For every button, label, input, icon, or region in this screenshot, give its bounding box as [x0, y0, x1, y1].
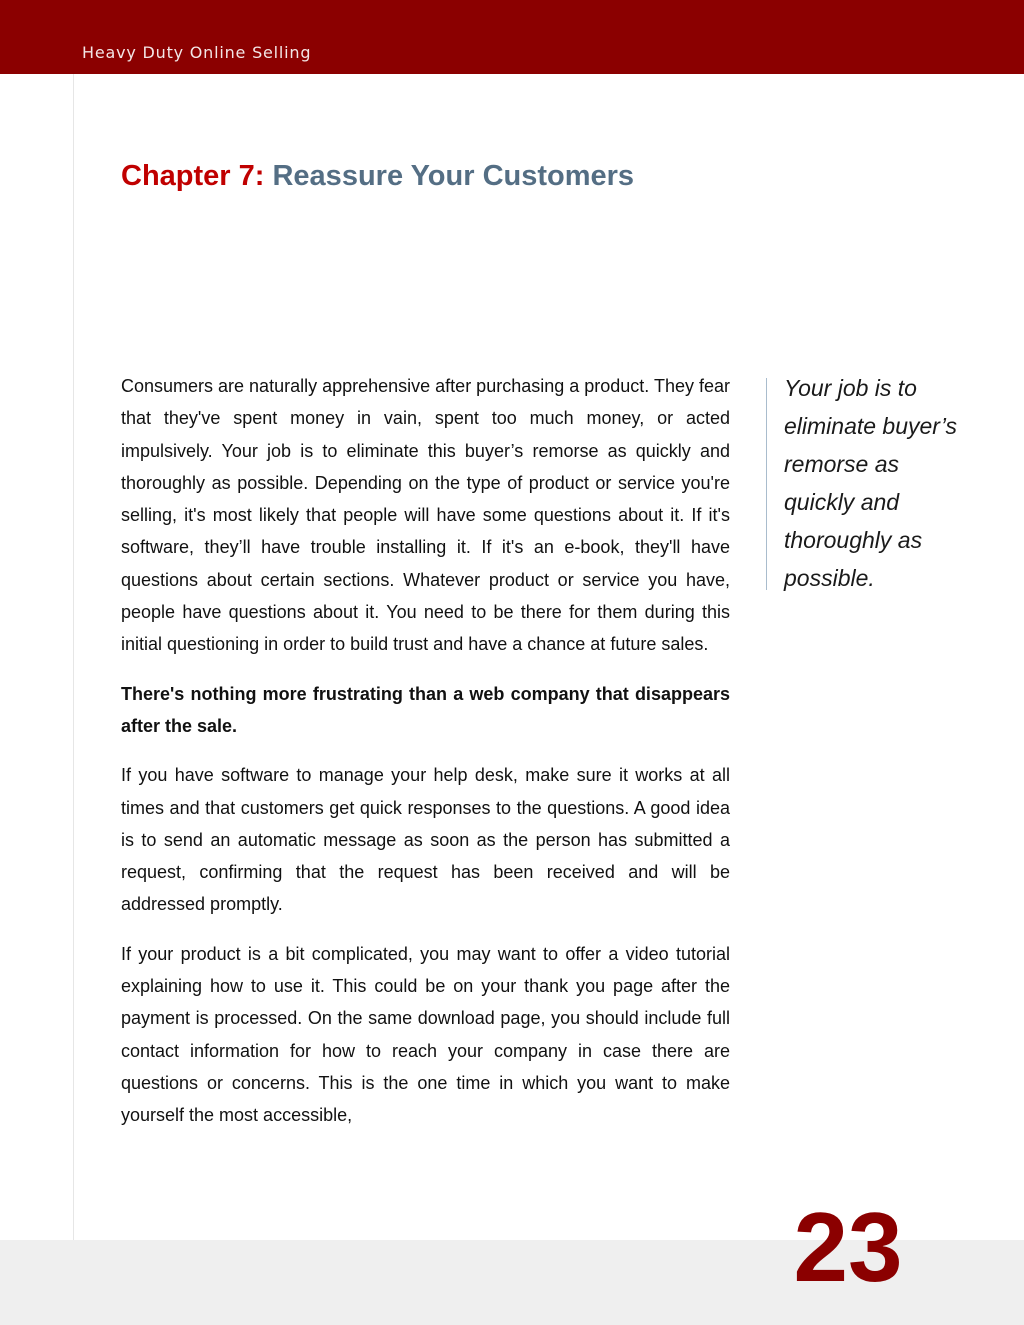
running-header-title: Heavy Duty Online Selling — [82, 43, 312, 62]
body-paragraph: Consumers are naturally apprehensive after purchasing a product. They fear that they've spent money in vain, spent too much money, or acted impulsively. Your job is to eliminate this buyer’s remorse as quickly and thoroughly as possible. Depending on the type of product or service you're selling, it's most likely that people will have some questions about it. If it's software, they’ll have trouble installing it. If it's an e-book, they'll have questions about certain sections. Whatever product or service you have, people have questions about it. You need to be there for them during this initial questioning in order to build trust and have a chance at future sales. — [121, 376, 731, 655]
chapter-label: Chapter 7: — [121, 160, 265, 192]
chapter-title: Reassure Your Customers — [272, 160, 635, 192]
body-paragraph: If you have software to manage your help desk, make sure it works at all times and that customers get quick responses to the questions. A good idea is to send an automatic message as soon as the person has submitted a request, confirming that the request has been received and will be addressed promptly. — [121, 765, 730, 915]
body-text-column — [121, 370, 730, 1131]
header-band — [0, 0, 1024, 74]
chapter-heading — [121, 157, 634, 195]
pull-quote — [766, 375, 962, 591]
left-margin-rule — [73, 74, 74, 1240]
pull-quote-text: Your job is to eliminate buyer’s remorse as quickly and thoroughly as possible. — [784, 375, 958, 591]
body-paragraph: If your product is a bit complicated, you may want to offer a video tutorial explaining how to use it. This could be on your thank you page after the payment is processed. On the same download page, you should include full contact information for how to reach your company in case there are questions or concerns. This is the one time in which you want to make yourself the most accessible, — [121, 943, 730, 1126]
bold-callout-paragraph: There's nothing more frustrating than a web company that disappears after the sale. — [121, 683, 730, 736]
page-number: 23 — [793, 1192, 903, 1302]
